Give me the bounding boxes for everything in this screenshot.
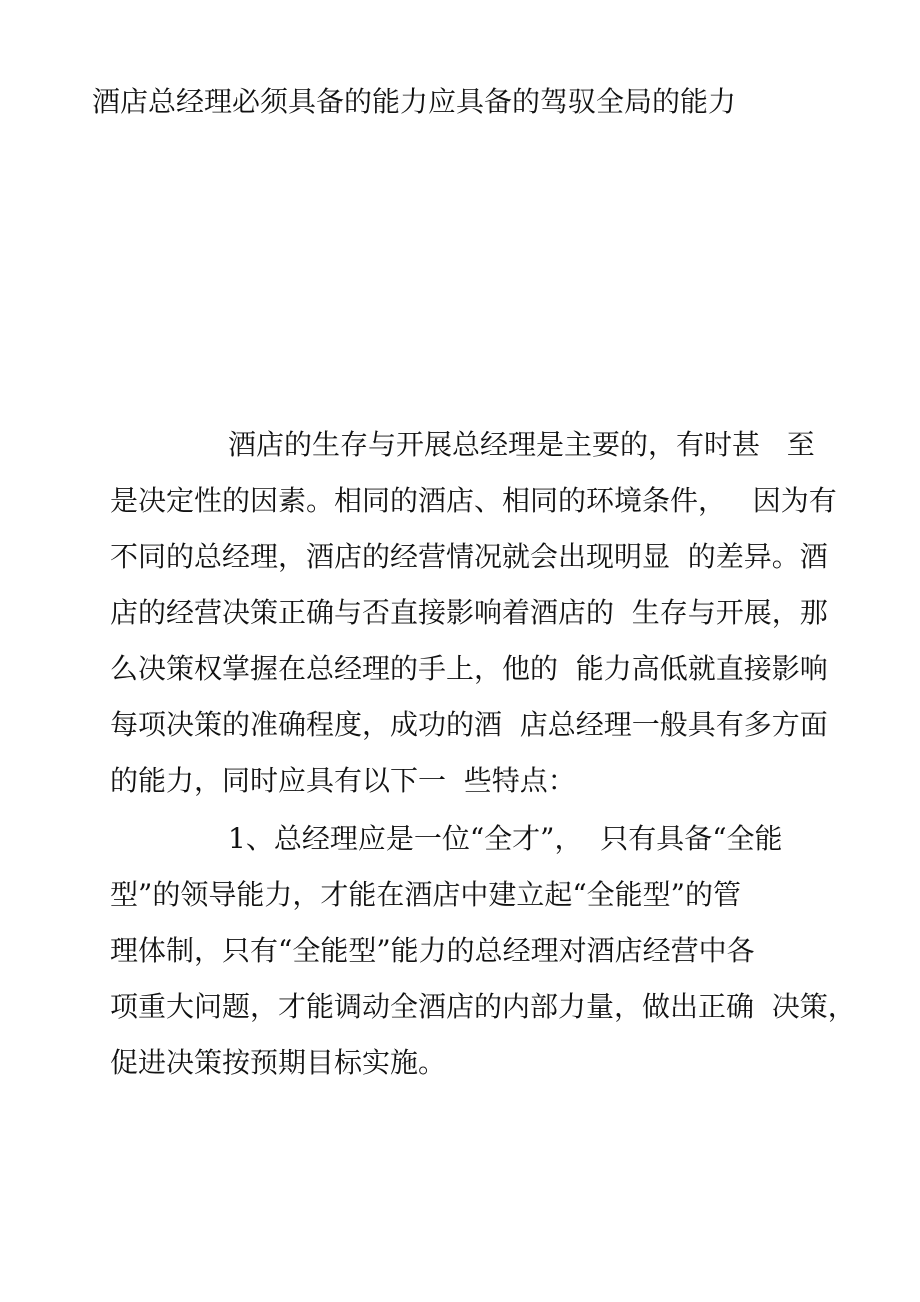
paragraph-line: 是决定性的因素。相同的酒店、相同的环境条件， 因为有 [110,484,837,517]
paragraph-line: 酒店的生存与开展总经理是主要的，有时甚 至 [228,428,815,461]
paragraph-line: 的能力，同时应具有以下一 些特点： [110,764,576,797]
paragraph-2 [110,811,856,1091]
paragraph-line: 项重大问题，才能调动全酒店的内部力量，做出正确 决策， [110,990,856,1023]
document-title: 酒店总经理必须具备的能力应具备的驾驭全局的能力 [92,85,737,118]
paragraph-line: 型”的领导能力，才能在酒店中建立起“全能型”的管 [110,878,741,911]
paragraph-line: 促进决策按预期目标实施。 [110,1046,447,1079]
paragraph-line: 么决策权掌握在总经理的手上，他的 能力高低就直接影响 [110,652,828,685]
paragraph-line: 1、总经理应是一位“全才”， 只有具备“全能 [228,822,783,855]
paragraph-line: 店的经营决策正确与否直接影响着酒店的 生存与开展，那 [110,596,828,629]
paragraph-1 [110,417,837,809]
paragraph-line: 理体制，只有“全能型”能力的总经理对酒店经营中各 [110,934,755,967]
paragraph-line: 每项决策的准确程度，成功的酒 店总经理一般具有多方面 [110,708,828,741]
paragraph-line: 不同的总经理，酒店的经营情况就会出现明显 的差异。酒 [110,540,828,573]
